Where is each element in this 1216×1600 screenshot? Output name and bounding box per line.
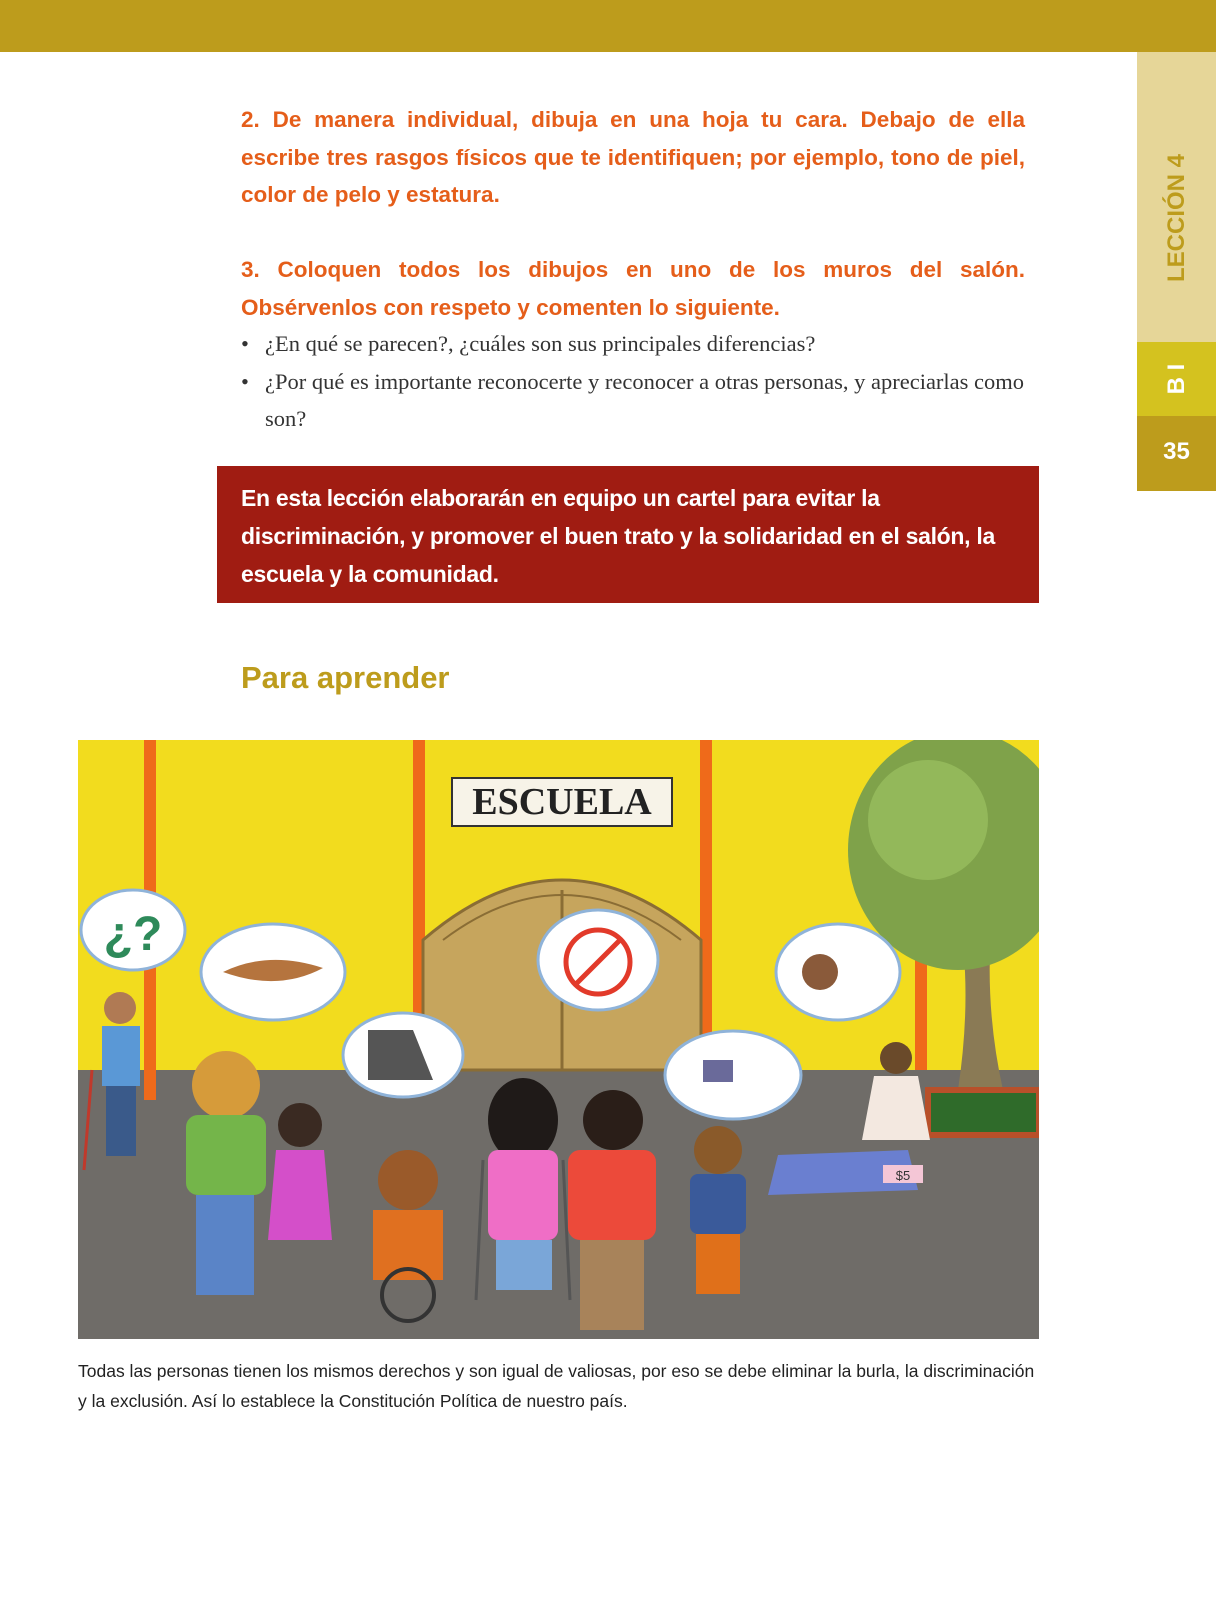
lesson-label: LECCIÓN 4 [1162,153,1190,283]
discussion-questions [241,325,1031,438]
price-tag-text: $5 [895,1168,911,1183]
tree-planter [928,1090,1039,1135]
lesson-goal-text: En esta lección elaborarán en equipo un cartel para evitar la discriminación, y promover el buen trato y la solidaridad en el salón, la escuela y la comunidad. [241,485,995,587]
school-sign-text: ESCUELA [472,781,652,823]
illustration-caption: Todas las personas tienen los mismos derechos y son igual de valiosas, por eso se debe eliminar la burla, la discriminación y la exclusión. Así lo establece la Constitución Política de nuestro país. [78,1361,1035,1411]
tree-canopy-highlight [868,760,988,880]
page-number-tab [1137,416,1216,491]
lesson-tab [1137,52,1216,342]
top-header-bar [0,0,1216,52]
school-illustration [78,740,1039,1339]
question-marks: ¿? [103,908,163,961]
step-3-instruction: 3. Coloquen todos los dibujos en uno de los muros del salón. Obsérvenlos con respeto y comenten lo siguiente. [241,257,1025,320]
question-item: • ¿Por qué es importante reconocerte y reconocer a otras personas, y apreciarlas como son? [241,363,1031,438]
supplies-icon [703,1060,733,1082]
small-boy-blue-shirt-figure [690,1126,746,1294]
block-tab [1137,342,1216,416]
boy-green-shirt-figure [186,1051,266,1295]
girl-face-icon [802,954,838,990]
lesson-goal-box [217,466,1039,603]
question-item: • ¿En qué se parecen?, ¿cuáles son sus principales diferencias? [241,325,1031,363]
block-label: B I [1162,363,1190,395]
page-number: 35 [1163,438,1190,465]
step-2-instruction: 2. De manera individual, dibuja en una hoja tu cara. Debajo de ella escribe tres rasgos físicos que te identifiquen; por ejemplo, tono de piel, color de pelo y estatura. [241,107,1025,207]
illustration-drawing [78,740,1039,1339]
section-title: Para aprender [241,660,450,695]
